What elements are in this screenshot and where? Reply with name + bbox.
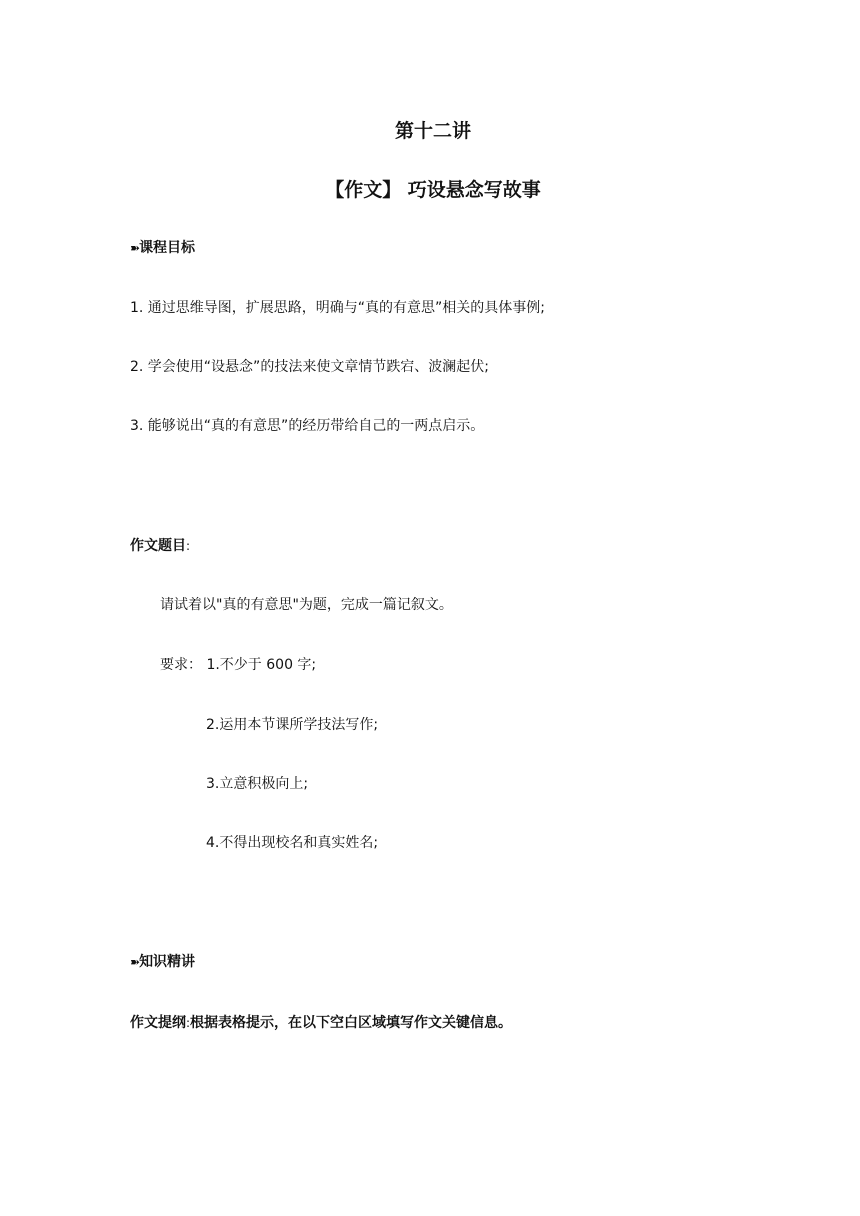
essay-prompt: 请试着以"真的有意思"为题，完成一篇记叙文。	[160, 597, 453, 613]
outline-label: 作文提纲	[130, 1015, 186, 1031]
knowledge-heading	[130, 951, 195, 971]
requirements-line	[160, 654, 316, 674]
requirements-label: 要求：	[160, 657, 202, 673]
double-arrow-icon: ➽	[130, 955, 139, 969]
essay-topic-label: 作文题目	[130, 538, 186, 554]
essay-topic-heading	[130, 535, 190, 555]
outline-colon: :	[186, 1016, 191, 1030]
double-arrow-icon: ➽	[130, 241, 139, 255]
lecture-number-title: 第十二讲	[394, 120, 471, 142]
goal-item-1: 1. 通过思维导图，扩展思路，明确与“真的有意思”相关的具体事例;	[130, 300, 546, 316]
course-goals-heading	[130, 237, 195, 257]
goal-item-3: 3. 能够说出“真的有意思”的经历带给自己的一两点启示。	[130, 418, 485, 434]
requirement-item-4: 4.不得出现校名和真实姓名;	[206, 835, 379, 851]
outline-line	[130, 1012, 512, 1032]
requirement-item-1: 1.不少于 600 字;	[206, 657, 317, 673]
lecture-subtitle: 【作文】 巧设悬念写故事	[325, 179, 541, 201]
knowledge-label: 知识精讲	[139, 954, 196, 970]
requirement-item-2: 2.运用本节课所学技法写作;	[206, 717, 379, 733]
outline-instruction: 根据表格提示，在以下空白区域填写作文关键信息。	[190, 1015, 513, 1031]
course-goals-label: 课程目标	[139, 240, 196, 256]
goal-item-2: 2. 学会使用“设悬念”的技法来使文章情节跌宕、波澜起伏;	[130, 359, 490, 375]
requirement-item-3: 3.立意积极向上;	[206, 776, 309, 792]
essay-topic-colon: :	[186, 539, 191, 553]
